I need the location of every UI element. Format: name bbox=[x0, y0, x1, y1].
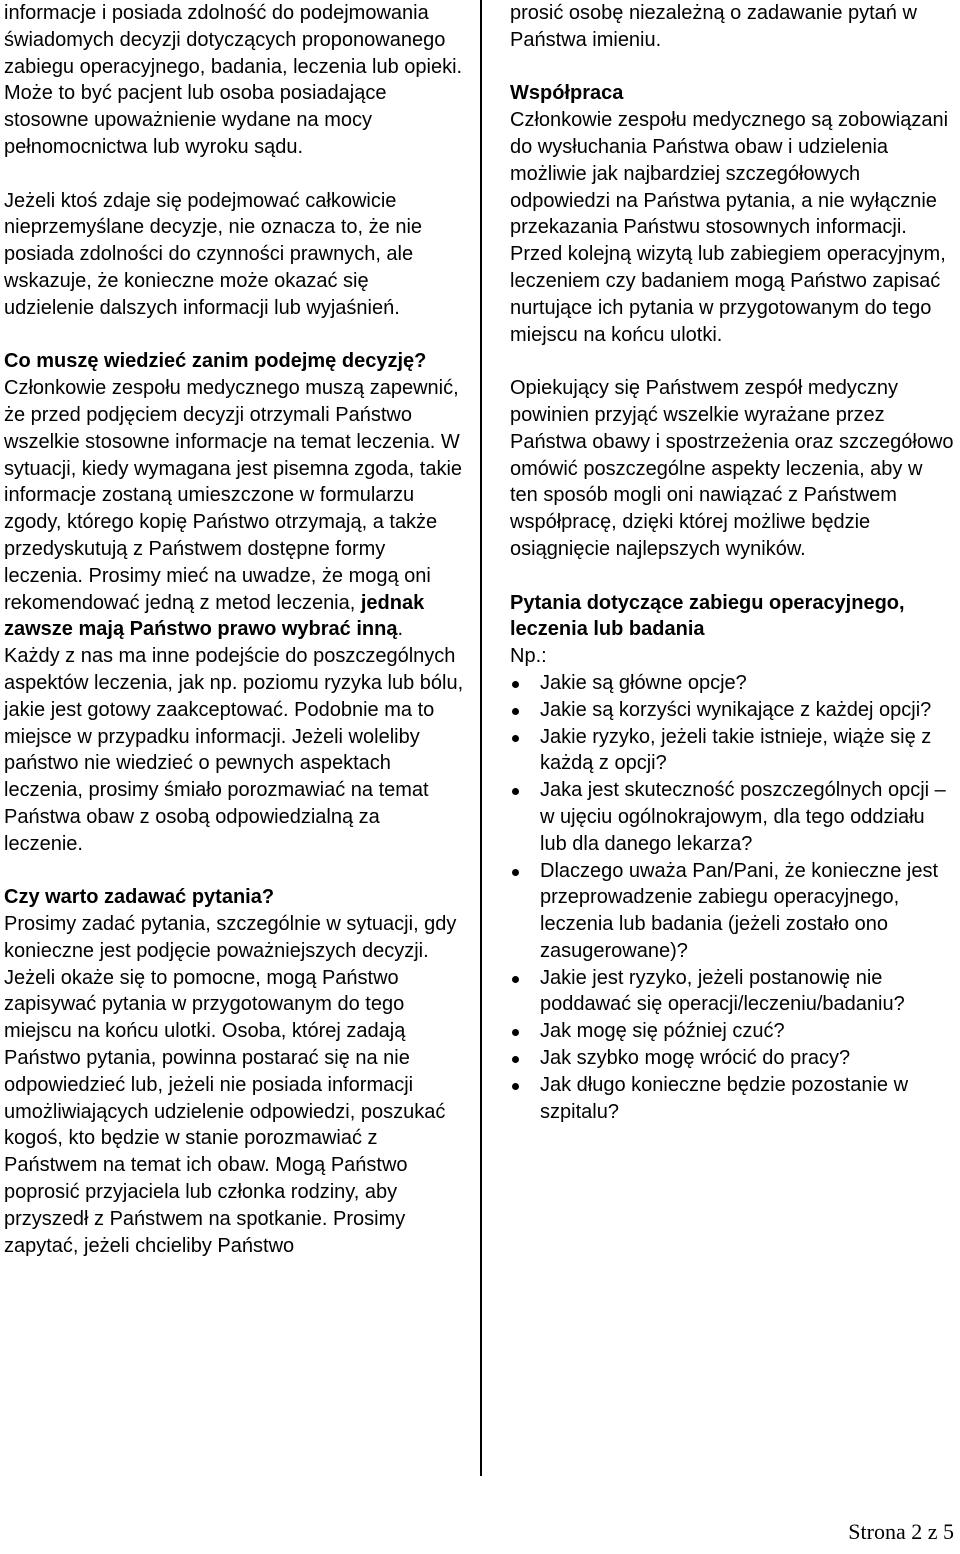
page-number: Strona 2 z 5 bbox=[848, 1519, 954, 1544]
list-item bbox=[510, 858, 954, 965]
paragraph-capacity: informacje i posiada zdolność do podejmowania świadomych decyzji dotyczących proponowanego zabiegu operacyjnego, badania, leczenia lub opieki. Może to być pacjent lub osoba posiadające stosowne upoważnienie wydane na mocy pełnomocnictwa lub wyroku sądu. bbox=[4, 2, 463, 158]
list-item bbox=[510, 1045, 954, 1072]
list-item bbox=[510, 697, 954, 724]
paragraph-unwise-decisions: Jeżeli ktoś zdaje się podejmować całkowicie nieprzemyślane decyzje, nie oznacza to, że nie posiada zdolności do czynności prawnych, ale wskazuje, że konieczne może okazać się udzielenie dalszych informacji lub wyjaśnień. bbox=[4, 189, 423, 319]
bullet-icon bbox=[512, 1083, 519, 1090]
bullet-icon bbox=[512, 1056, 519, 1063]
list-item bbox=[510, 724, 954, 778]
list-item-text: Dlaczego uważa Pan/Pani, że konieczne jest przeprowadzenie zabiegu operacyjnego, leczenia lub badania (jeżeli zostało ono zasugerowane)? bbox=[540, 859, 939, 962]
list-item-text: Jakie jest ryzyko, jeżeli postanowię nie poddawać się operacji/leczeniu/badaniu? bbox=[540, 966, 905, 1016]
paragraph-independent-person: prosić osobę niezależną o zadawanie pytań w Państwa imieniu. bbox=[510, 2, 917, 51]
list-item-text: Jak długo konieczne będzie pozostanie w szpitalu? bbox=[540, 1073, 909, 1123]
bullet-icon bbox=[512, 681, 519, 688]
heading-what-to-know: Co muszę wiedzieć zanim podejmę decyzję? bbox=[4, 350, 427, 373]
bullet-icon bbox=[512, 735, 519, 742]
list-item bbox=[510, 965, 954, 1019]
list-item-text: Jaka jest skuteczność poszczególnych opcji – w ujęciu ogólnokrajowym, dla tego oddziału lub dla danego lekarza? bbox=[540, 779, 946, 855]
bullet-icon bbox=[512, 869, 519, 876]
paragraph-information-text-c: . Każdy z nas ma inne podejście do poszczególnych aspektów leczenia, jak np. poziomu ryzyka lub bólu, jakie jest gotowy zaakceptować. Podobnie ma to miejsce w przypadku informacji. Jeżeli woleliby państwo nie wiedzieć o pewnych aspektach leczenia, prosimy śmiało porozmawiać na temat Państwa obaw z osobą odpowiedzialną za leczenie. bbox=[4, 618, 464, 855]
list-item-text: Jakie ryzyko, jeżeli takie istnieje, wiąże się z każdą z opcji? bbox=[540, 725, 932, 775]
heading-treatment-questions: Pytania dotyczące zabiegu operacyjnego, leczenia lub badania bbox=[510, 591, 905, 641]
right-column bbox=[510, 0, 954, 1125]
list-item bbox=[510, 670, 954, 697]
heading-ask-questions: Czy warto zadawać pytania? bbox=[4, 886, 275, 909]
list-item bbox=[510, 777, 954, 857]
paragraph-information-emphasis: jednak zawsze mają Państwo prawo wybrać inną bbox=[4, 591, 425, 641]
paragraph-information bbox=[4, 375, 464, 857]
bullet-icon bbox=[512, 788, 519, 795]
question-list bbox=[510, 670, 954, 1126]
list-item-text: Jakie są korzyści wynikające z każdej opcji? bbox=[540, 698, 932, 721]
list-item-text: Jak szybko mogę wrócić do pracy? bbox=[540, 1047, 851, 1070]
left-column bbox=[4, 0, 464, 1259]
bullet-icon bbox=[512, 976, 519, 983]
paragraph-cooperation: Członkowie zespołu medycznego są zobowiązani do wysłuchania Państwa obaw i udzielenia możliwie jak najbardziej szczegółowych odpowiedzi na Państwa pytania, a nie wyłącznie przekazania Państwu stosownych informacji. Przed kolejną wizytą lub zabiegiem operacyjnym, leczeniem czy badaniem mogą Państwo zapisać nurtujące ich pytania w przygotowanym do tego miejscu na końcu ulotki. bbox=[510, 109, 949, 346]
list-item bbox=[510, 1072, 954, 1126]
list-item bbox=[510, 1018, 954, 1045]
paragraph-information-text-a: Członkowie zespołu medycznego muszą zapewnić, że przed podjęciem decyzji otrzymali Państwo wszelkie stosowne informacje na temat leczenia. W sytuacji, kiedy wymagana jest pisemna zgoda, takie informacje zostaną umieszczone w formularzu zgody, którego kopię Państwo otrzymają, a także przedyskutują z Państwem dostępne formy leczenia. Prosimy mieć na uwadze, że mogą oni rekomendować jedną z metod leczenia, bbox=[4, 377, 463, 614]
list-item-text: Jakie są główne opcje? bbox=[540, 671, 747, 694]
paragraph-questions: Prosimy zadać pytania, szczególnie w sytuacji, gdy konieczne jest podjęcie poważniejszych decyzji. Jeżeli okaże się to pomocne, mogą Państwo zapisywać pytania w przygotowanym do tego miejscu na końcu ulotki. Osoba, której zadają Państwo pytania, powinna postarać się na nie odpowiedzieć lub, jeżeli nie posiada informacji umożliwiających udzielenie odpowiedzi, poszukać kogoś, kto będzie w stanie porozmawiać z Państwem na temat ich obaw. Mogą Państwo poprosić przyjaciela lub członka rodziny, aby przyszedł z Państwem na spotkanie. Prosimy zapytać, jeżeli chcieliby Państwo bbox=[4, 913, 457, 1257]
bullet-icon bbox=[512, 708, 519, 715]
bullet-icon bbox=[512, 1029, 519, 1036]
column-divider bbox=[480, 0, 482, 1476]
example-label: Np.: bbox=[510, 645, 547, 668]
list-item-text: Jak mogę się później czuć? bbox=[540, 1020, 785, 1043]
paragraph-care-team: Opiekujący się Państwem zespół medyczny powinien przyjąć wszelkie wyrażane przez Państwa obawy i spostrzeżenia oraz szczegółowo omówić poszczególne aspekty leczenia, aby w ten sposób mogli oni nawiązać z Państwem współpracę, dzięki której możliwe będzie osiągnięcie najlepszych wyników. bbox=[510, 377, 954, 560]
heading-cooperation: Współpraca bbox=[510, 82, 624, 105]
